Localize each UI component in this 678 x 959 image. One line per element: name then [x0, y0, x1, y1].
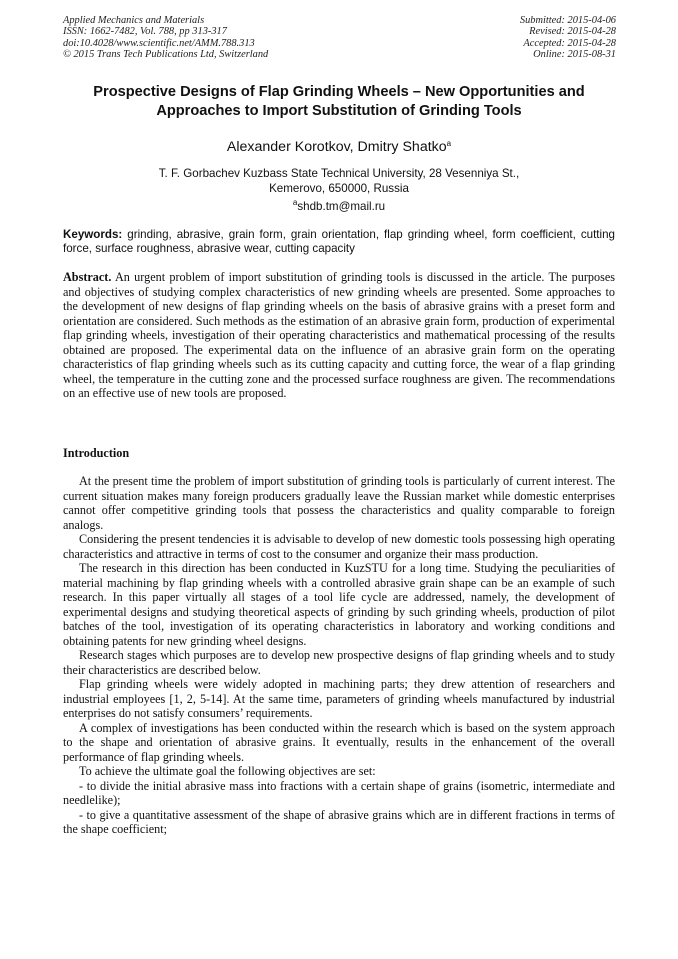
abstract: [63, 270, 615, 401]
keywords: [63, 228, 615, 257]
date-revised: Revised: 2015-04-28: [529, 26, 616, 38]
affiliation: [40, 167, 638, 215]
abstract-text: An urgent problem of import substitution of grinding tools is discussed in the article. The purposes and objectives of studying complex characteristics of new grinding wheels are presented. Some approaches to the development of new designs of flap grinding wheels on the basis of abrasive grains with a preset form and orientation are considered. Such methods as the estimation of an abrasive grain form, production of experimental flap grinding wheels, investigation of their operating characteristics and mathematical processing of the results obtained are proposed. The experimental data on the influence of an abrasive grain form on the operating characteristics of flap grinding wheels such as its cutting capacity and cutting force, the wear of a flap grinding wheel, the temperature in the cutting zone and the processed surface roughness are given. The recommendations on an effective use of new tools are proposed.: [63, 270, 615, 400]
paper-title: [40, 83, 638, 121]
paragraph: Considering the present tendencies it is advisable to develop of new domestic tools possessing high operating characteristics and attractive in terms of cost to the consumer and organize their mass production.: [63, 532, 615, 561]
title-line: Prospective Designs of Flap Grinding Wheels – New Opportunities and: [93, 84, 585, 100]
date-online: Online: 2015-08-31: [533, 49, 616, 61]
paragraph: A complex of investigations has been conducted within the research which is based on the system approach to the shape and orientation of abrasive grains. It eventually, results in the enhancement of the overall performance of flap grinding wheels.: [63, 720, 615, 764]
affiliation-line: Kemerovo, 650000, Russia: [269, 181, 409, 195]
list-item: - to divide the initial abrasive mass into fractions with a certain shape of grains (isometric, intermediate and needlelike);: [63, 778, 615, 807]
section-heading-introduction: Introduction: [63, 446, 130, 460]
title-line: Approaches to Import Substitution of Grinding Tools: [156, 103, 522, 119]
keywords-text: grinding, abrasive, grain form, grain orientation, flap grinding wheel, form coefficient, cutting force, surface roughness, abrasive wear, cutting capacity: [63, 228, 615, 256]
paragraph: To achieve the ultimate goal the following objectives are set:: [79, 764, 376, 778]
abstract-label: Abstract.: [63, 270, 112, 284]
author-affiliation-mark: a: [446, 139, 452, 148]
list-item: - to give a quantitative assessment of the shape of abrasive grains which are in different fractions in terms of the shape coefficient;: [63, 807, 615, 836]
keywords-label: Keywords:: [63, 228, 123, 241]
journal-info: [63, 15, 268, 61]
introduction-body: [63, 474, 615, 837]
email-address: shdb.tm@mail.ru: [297, 200, 386, 214]
affiliation-line: T. F. Gorbachev Kuzbass State Technical University, 28 Vesenniya St.,: [158, 167, 520, 180]
author-list: [40, 135, 638, 156]
journal-doi: doi:10.4028/www.scientific.net/AMM.788.313: [63, 37, 255, 49]
journal-copyright: © 2015 Trans Tech Publications Ltd, Switzerland: [63, 49, 269, 61]
paragraph: Flap grinding wheels were widely adopted in machining parts; they drew attention of researchers and industrial employees [1, 2, 5-14]. At the same time, parameters of grinding wheels manufactured by industrial enterprises do not satisfy consumers’ requirements.: [63, 677, 615, 720]
date-submitted: Submitted: 2015-04-06: [519, 15, 616, 26]
paragraph: The research in this direction has been conducted in KuzSTU for a long time. Studying the peculiarities of material machining by flap grinding wheels with a controlled abrasive grain shape can be an example of such research. In this paper virtually all stages of a tool life cycle are addressed, namely, the development of experimental designs and studying theoretical aspects of grinding by such grinding wheels, production of pilot batches of the tool, investigation of its operating characteristics in laboratory and working conditions and obtaining patents for new grinding wheel designs.: [63, 561, 615, 648]
author-email: [40, 196, 638, 215]
publication-dates: [520, 15, 616, 61]
journal-name: Applied Mechanics and Materials: [63, 15, 205, 26]
paragraph: At the present time the problem of import substitution of grinding tools is particularly of current interest. The current situation makes many foreign producers gradually leave the Russian market while domestic enterprises cannot offer competitive grinding tools that possess the characteristics and quality comparable to foreign analogs.: [63, 474, 615, 532]
email-mark: a: [292, 198, 298, 208]
journal-issn: ISSN: 1662-7482, Vol. 788, pp 313-317: [63, 26, 227, 38]
paragraph: Research stages which purposes are to develop new prospective designs of flap grinding wheels and to study their characteristics are described below.: [63, 648, 615, 677]
date-accepted: Accepted: 2015-04-28: [523, 37, 616, 49]
author-names: Alexander Korotkov, Dmitry Shatko: [226, 139, 447, 155]
